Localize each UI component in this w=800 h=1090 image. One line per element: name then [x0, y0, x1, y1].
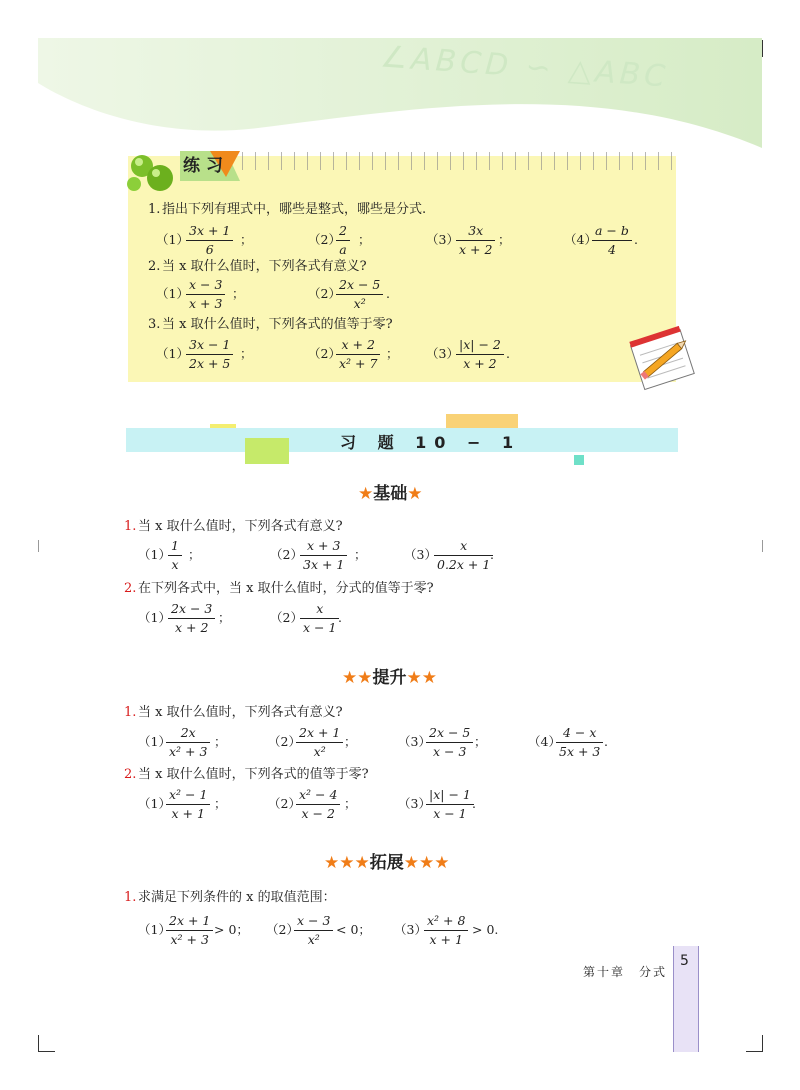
item-tail: < 0；: [336, 922, 371, 937]
practice-q3-text: 当 x 取什么值时，下列各式的值等于零?: [162, 317, 393, 332]
item-tail: ；: [232, 286, 245, 301]
item-label: （3）: [398, 796, 431, 811]
item-tail: ；: [188, 547, 201, 562]
star-icon: ★: [407, 484, 423, 504]
fraction: $\frac{|x| - 1}{x - 1}$: [426, 789, 474, 820]
item-label: （3）: [426, 232, 459, 247]
star-icon: ★★: [342, 668, 373, 688]
fraction: $\frac{2}{a}$: [336, 225, 350, 256]
fraction: $\frac{2x}{\text{x² + 3}}$: [166, 727, 210, 758]
improve-q1-number: 1.: [124, 705, 137, 720]
practice-q2-text: 当 x 取什么值时，下列各式有意义?: [162, 259, 367, 274]
fraction: $\frac{x + 3}{3x + 1}$: [300, 540, 347, 571]
item-label: （2）: [270, 547, 303, 562]
item-label: （1）: [138, 796, 171, 811]
item-label: （2）: [270, 610, 303, 625]
fraction: $\frac{2x - 5}{x - 3}$: [426, 727, 473, 758]
practice-title: 练习: [183, 156, 229, 176]
fraction: $\frac{2x + 1}{\text{x²}}$: [296, 727, 343, 758]
margin-tick: [762, 540, 763, 552]
item-tail: ；: [214, 796, 227, 811]
margin-tick: [38, 540, 39, 552]
item-tail: ；: [386, 346, 399, 361]
fraction: $\frac{3x}{x + 2}$: [456, 225, 495, 256]
notepad-pencil-icon: [626, 322, 702, 394]
item-label: （1）: [156, 346, 189, 361]
fraction: $\frac{2x - 5}{\text{x²}}$: [336, 279, 383, 310]
item-label: （4）: [564, 232, 597, 247]
deco-block: [574, 455, 584, 465]
fraction: $\frac{3x + 1}{6}$: [186, 225, 233, 256]
chapter-footer: 第十章 分式: [583, 965, 668, 979]
basic-q2-number: 2.: [124, 581, 137, 596]
item-label: （2）: [308, 346, 341, 361]
fraction: $\frac{\text{x² − 1}}{x + 1}$: [166, 789, 210, 820]
page-number: 5: [680, 953, 689, 969]
star-icon: ★★: [406, 668, 437, 688]
item-tail: ；: [240, 232, 253, 247]
fraction: $\frac{x - 3}{x + 3}$: [186, 279, 225, 310]
item-tail: .: [472, 796, 476, 811]
basic-q2-text: 在下列各式中，当 x 取什么值时，分式的值等于零?: [138, 581, 434, 596]
item-label: （2）: [266, 922, 299, 937]
fraction: $\frac{\text{x² + 8}}{x + 1}$: [424, 915, 468, 946]
item-label: （1）: [138, 547, 171, 562]
fraction: $\frac{\text{x² − 4}}{x - 2}$: [296, 789, 340, 820]
spiral-binding: [235, 152, 675, 170]
crop-mark: [746, 1035, 763, 1052]
item-tail: ；: [240, 346, 253, 361]
item-label: （2）: [268, 796, 301, 811]
item-label: （1）: [138, 922, 171, 937]
item-label: （3）: [426, 346, 459, 361]
fraction: $\frac{x - 3}{\text{x²}}$: [294, 915, 333, 946]
fraction: $\frac{x + 2}{\text{x² + 7}}$: [336, 339, 380, 370]
star-icon: ★★★: [324, 853, 370, 873]
item-tail: ；: [344, 734, 357, 749]
item-label: （4）: [528, 734, 561, 749]
improve-q1-text: 当 x 取什么值时，下列各式有意义?: [138, 705, 343, 720]
item-tail: ；: [474, 734, 487, 749]
level-heading-basic: ★基础★: [358, 484, 423, 504]
improve-q2-text: 当 x 取什么值时，下列各式的值等于零?: [138, 767, 369, 782]
fraction: $\frac{x}{x - 1}$: [300, 603, 339, 634]
item-label: （1）: [138, 610, 171, 625]
fraction: $\frac{2x + 1}{\text{x² + 3}}$: [166, 915, 213, 946]
item-label: （2）: [308, 232, 341, 247]
item-label: （3）: [404, 547, 437, 562]
extend-q1-number: 1.: [124, 890, 137, 905]
item-tail: ；: [358, 232, 371, 247]
item-tail: ；: [498, 232, 511, 247]
item-label: （1）: [156, 286, 189, 301]
item-tail: .: [386, 286, 390, 301]
item-tail: > 0；: [214, 922, 249, 937]
item-tail: ；: [214, 734, 227, 749]
star-icon: ★★★: [403, 853, 450, 873]
item-tail: .: [634, 232, 638, 247]
deco-block: [245, 438, 289, 464]
item-label: （1）: [138, 734, 171, 749]
practice-q2-number: 2.: [148, 259, 161, 274]
item-tail: .: [338, 610, 342, 625]
exercise-title: 习 题 10 − 1: [340, 433, 522, 452]
item-label: （2）: [308, 286, 341, 301]
item-label: （2）: [268, 734, 301, 749]
fraction: $\frac{2x - 3}{x + 2}$: [168, 603, 215, 634]
star-icon: ★: [358, 484, 374, 504]
crop-mark: [38, 1035, 55, 1052]
basic-q1-text: 当 x 取什么值时，下列各式有意义?: [138, 519, 343, 534]
deco-block: [446, 414, 518, 428]
green-balls-icon: [122, 148, 182, 198]
item-tail: ；: [354, 547, 367, 562]
fraction: $\frac{4 - x}{5x + 3}$: [556, 727, 603, 758]
item-tail: .: [490, 547, 494, 562]
fraction: $\frac{3x - 1}{2x + 5}$: [186, 339, 233, 370]
fraction: $\frac{a - b}{4}$: [592, 225, 632, 256]
item-label: （3）: [394, 922, 427, 937]
item-tail: > 0.: [472, 922, 499, 937]
practice-q3-number: 3.: [148, 317, 161, 332]
item-label: （3）: [398, 734, 431, 749]
fraction: $\frac{1}{x}$: [168, 540, 182, 571]
improve-q2-number: 2.: [124, 767, 137, 782]
fraction: $\frac{|x| - 2}{x + 2}$: [456, 339, 504, 370]
basic-q1-number: 1.: [124, 519, 137, 534]
item-tail: .: [506, 346, 510, 361]
header-watermark: ∠ABCD ∽ △ABC: [379, 39, 671, 95]
fraction: $\frac{x}{0.2x + 1}$: [434, 540, 493, 571]
practice-q1-text: 指出下列有理式中，哪些是整式，哪些是分式.: [162, 202, 427, 217]
item-tail: ；: [344, 796, 357, 811]
level-heading-improve: ★★提升★★: [342, 668, 437, 688]
practice-q1-number: 1.: [148, 202, 161, 217]
level-heading-extend: ★★★拓展★★★: [324, 853, 450, 873]
item-tail: ；: [218, 610, 231, 625]
extend-q1-text: 求满足下列条件的 x 的取值范围：: [138, 890, 336, 905]
item-tail: .: [604, 734, 608, 749]
item-label: （1）: [156, 232, 189, 247]
